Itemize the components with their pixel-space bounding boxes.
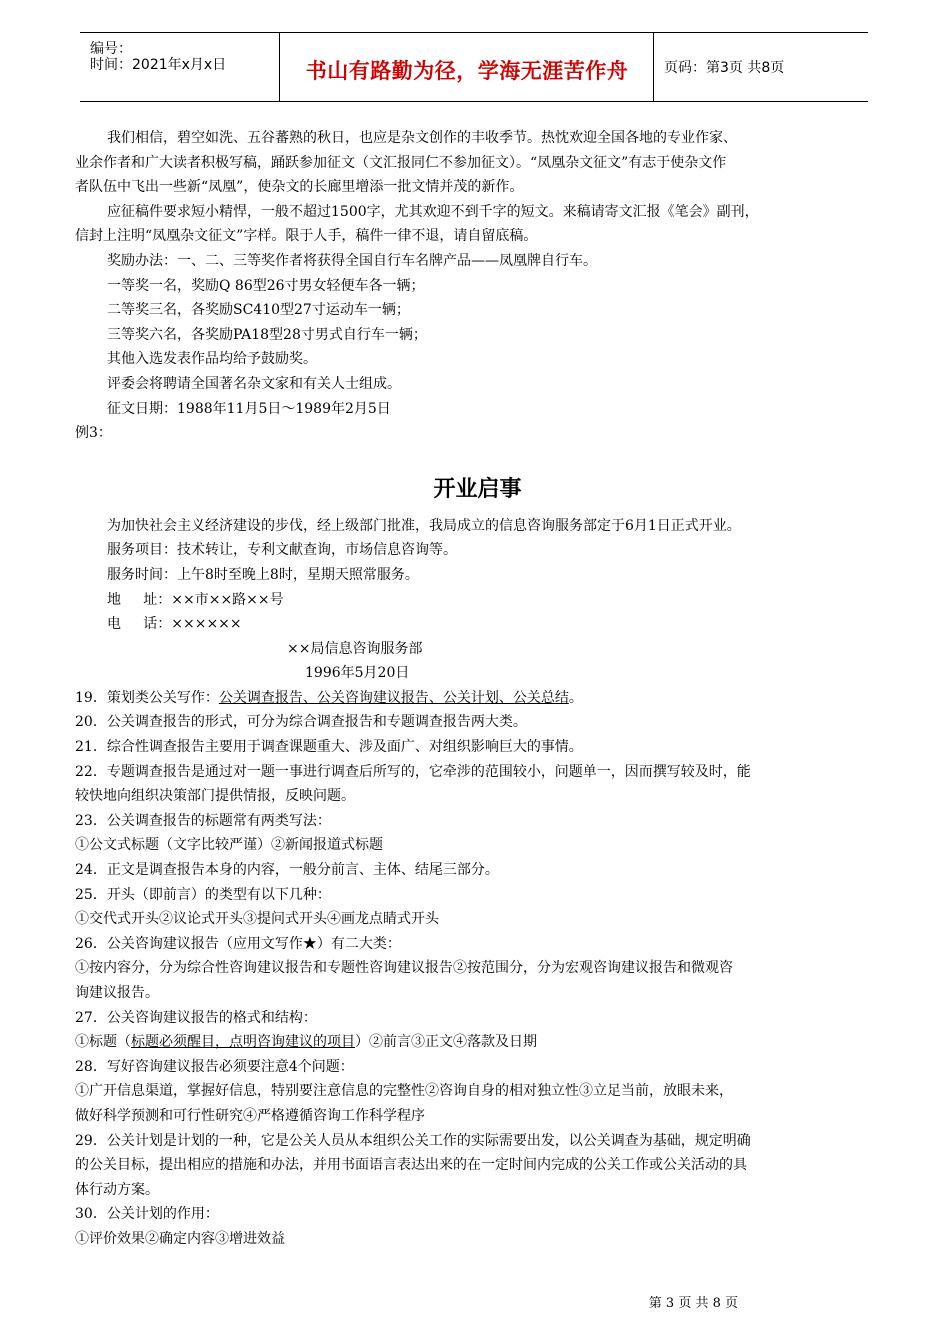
header-page-number: 页码：第3页 共8页 (664, 60, 785, 76)
notice-signature: ××局信息咨询服务部 (287, 640, 423, 657)
underlined-text: 标题必须醒目，点明咨询建议的项目 (131, 1034, 355, 1051)
paragraph-line: 奖励办法：一、二、三等奖作者将获得全国自行车名牌产品——凤凰牌自行车。 (107, 252, 597, 269)
paragraph-line: 二等奖三名，各奖励SC410型27寸运动车一辆； (107, 302, 410, 319)
item-28-detail: ①广开信息渠道，掌握好信息，特别要注意信息的完整性②咨询自身的相对独立性③立足当前，放眼未来， (75, 1083, 733, 1100)
notice-title: 开业启事 (433, 476, 522, 502)
paragraph-line: 我们相信，碧空如洗、五谷蕃熟的秋日，也应是杂文创作的丰收季节。热忱欢迎全国各地的专业作家、 (107, 130, 737, 146)
header-meta-cell (80, 33, 280, 101)
example-label: 例3： (75, 425, 112, 442)
item-30: 30．公关计划的作用： (75, 1206, 219, 1223)
paragraph-line: 一等奖一名，奖励Q 86型26寸男女轻便车各一辆； (107, 277, 425, 294)
page-header (80, 32, 868, 102)
item-26: 26．公关咨询建议报告（应用文写作★）有二大类： (75, 935, 401, 952)
footer-page-number: 第 3 页 共 8 页 (648, 1296, 738, 1311)
header-page-cell (654, 33, 868, 101)
paragraph-line: 信封上注明“凤凰杂文征文”字样。限于人手，稿件一律不退，请自留底稿。 (75, 228, 538, 245)
item-28: 28．写好咨询建议报告必须要注意4个问题： (75, 1058, 354, 1075)
notice-address: 地 址：××市××路××号 (107, 591, 284, 608)
item-25: 25．开头（即前言）的类型有以下几种： (75, 886, 331, 903)
item-22-cont: 较快地向组织决策部门提供情报，反映问题。 (75, 788, 355, 805)
item-29: 29．公关计划是计划的一种，它是公关人员从本组织公关工作的实际需要出发，以公关调查为基础，规定明确 (75, 1132, 751, 1149)
item-25-detail: ①交代式开头②议论式开头③提问式开头④画龙点睛式开头 (75, 911, 439, 928)
doc-date-label: 时间：2021年x月x日 (90, 57, 227, 73)
item-19: 19．策划类公关写作：公关调查报告、公关咨询建议报告、公关计划、公关总结。 (75, 689, 583, 706)
paragraph-line: 三等奖六名，各奖励PA18型28寸男式自行车一辆； (107, 326, 427, 343)
header-motto: 书山有路勤为径，学海无涯苦作舟 (305, 59, 629, 83)
header-motto-cell (280, 33, 654, 101)
notice-line: 服务项目：技术转让，专利文献查询，市场信息咨询等。 (107, 542, 457, 559)
item-30-detail: ①评价效果②确定内容③增进效益 (75, 1230, 285, 1247)
notice-phone: 电 话：×××××× (107, 616, 242, 633)
item-29-cont: 的公关目标，提出相应的措施和办法，并用书面语言表达出来的在一定时间内完成的公关工作或公关活动的具 (75, 1157, 747, 1174)
item-28-cont: 做好科学预测和可行性研究④严格遵循咨询工作科学程序 (75, 1107, 425, 1124)
notice-line: 为加快社会主义经济建设的步伐，经上级部门批准，我局成立的信息咨询服务部定于6月1日正式开业。 (107, 517, 741, 534)
item-22: 22．专题调查报告是通过对一题一事进行调查后所写的，它牵涉的范围较小，问题单一，因而撰写较及时，能 (75, 763, 751, 780)
underlined-text: 公关调查报告、公关咨询建议报告、公关计划、公关总结 (218, 689, 569, 706)
paragraph-line: 应征稿件要求短小精悍，一般不超过1500字，尤其欢迎不到千字的短文。来稿请寄文汇报《笔会》副刊， (107, 203, 759, 220)
notice-line: 服务时间：上午8时至晚上8时，星期天照常服务。 (107, 566, 419, 583)
item-24: 24．正文是调查报告本身的内容，一般分前言、主体、结尾三部分。 (75, 862, 499, 879)
document-body (75, 126, 880, 1252)
paragraph-line: 业余作者和广大读者积极写稿，踊跃参加征文（文汇报同仁不参加征文）。“凤凰杂文征文”有志于使杂文作 (75, 154, 727, 171)
item-21: 21．综合性调查报告主要用于调查课题重大、涉及面广、对组织影响巨大的事情。 (75, 739, 583, 756)
item-27: 27．公关咨询建议报告的格式和结构： (75, 1009, 317, 1026)
item-27-detail: ①标题（标题必须醒目，点明咨询建议的项目）②前言③正文④落款及日期 (75, 1034, 537, 1051)
paragraph-line: 者队伍中飞出一些新“凤凰”，使杂文的长廊里增添一批文情并茂的新作。 (75, 179, 524, 196)
paragraph-line: 征文日期：1988年11月5日～1989年2月5日 (107, 400, 391, 417)
item-26-detail: ①按内容分，分为综合性咨询建议报告和专题性咨询建议报告②按范围分，分为宏观咨询建议报告和微观咨 (75, 960, 733, 977)
item-29-cont: 体行动方案。 (75, 1181, 159, 1198)
paragraph-line: 其他入选发表作品均给予鼓励奖。 (107, 351, 317, 368)
item-23-detail: ①公文式标题（文字比较严谨）②新闻报道式标题 (75, 837, 383, 854)
item-26-cont: 询建议报告。 (75, 985, 159, 1001)
page-footer (0, 1292, 950, 1311)
item-20: 20．公关调查报告的形式，可分为综合调查报告和专题调查报告两大类。 (75, 714, 527, 731)
doc-number-label: 编号： (90, 41, 132, 57)
paragraph-line: 评委会将聘请全国著名杂文家和有关人士组成。 (107, 375, 401, 392)
item-23: 23．公关调查报告的标题常有两类写法： (75, 812, 331, 829)
notice-date: 1996年5月20日 (305, 665, 410, 682)
